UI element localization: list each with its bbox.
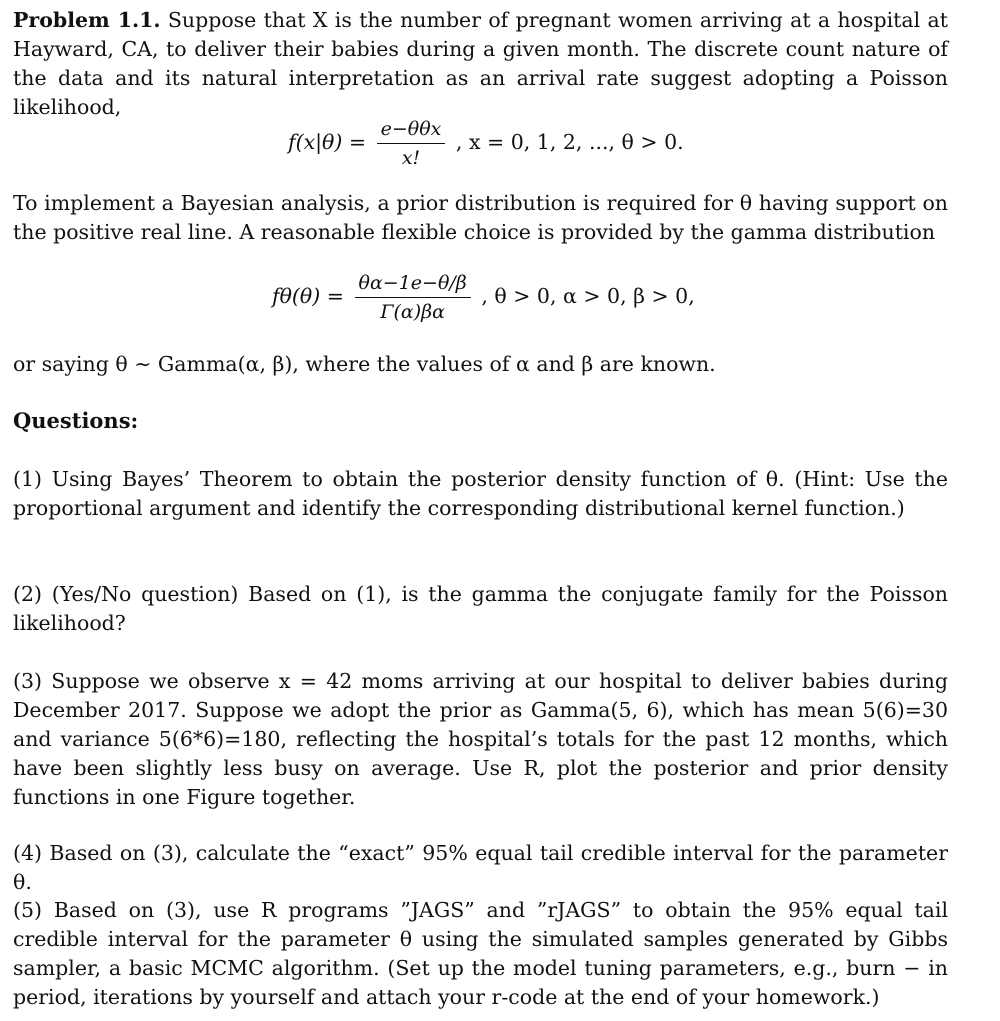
likelihood-support: , x = 0, 1, 2, ..., θ > 0. bbox=[455, 130, 684, 154]
likelihood-numerator: e−θθx bbox=[377, 118, 446, 144]
likelihood-fraction bbox=[377, 118, 446, 169]
question-3: (3) Suppose we observe x = 42 moms arriving at our hospital to deliver babies during December 2017. Suppose we adopt the prior as Gamma(5, 6), which has mean 5(6)=30 and variance 5(6*6)=180, reflecting the hospital’s totals for the past 12 months, which have been slightly less busy on average. Use R, plot the posterior and prior density functions in one Figure together. bbox=[13, 669, 948, 809]
prior-numerator: θα−1e−θ/β bbox=[355, 272, 471, 298]
likelihood-denominator: x! bbox=[401, 147, 421, 169]
problem-intro bbox=[13, 6, 948, 122]
prior-support: , θ > 0, α > 0, β > 0, bbox=[481, 284, 695, 308]
problem-label: Problem 1.1. bbox=[13, 8, 161, 32]
likelihood-lhs: f(x|θ) = bbox=[288, 130, 367, 154]
question-1: (1) Using Bayes’ Theorem to obtain the posterior density function of θ. (Hint: Use the proportional argument and identify the corresponding distributional kernel function.) bbox=[13, 467, 948, 520]
problem-intro-text: Suppose that X is the number of pregnant women arriving at a hospital at Hayward, CA, to deliver their babies during a given month. The discrete count nature of the data and its natural interpretation as an arrival rate suggest adopting a Poisson likelihood, bbox=[13, 8, 948, 119]
prior-fraction bbox=[355, 272, 471, 323]
prior-note: or saying θ ∼ Gamma(α, β), where the values of α and β are known. bbox=[13, 352, 716, 376]
question-5: (5) Based on (3), use R programs ”JAGS” and ”rJAGS” to obtain the 95% equal tail credible interval for the parameter θ using the simulated samples generated by Gibbs sampler, a basic MCMC algorithm. (Set up the model tuning parameters, e.g., burn − in period, iterations by yourself and attach your r-code at the end of your homework.) bbox=[13, 898, 948, 1009]
question-4: (4) Based on (3), calculate the “exact” 95% equal tail credible interval for the parameter θ. bbox=[13, 841, 948, 894]
question-2: (2) (Yes/No question) Based on (1), is the gamma the conjugate family for the Poisson likelihood? bbox=[13, 582, 948, 635]
prior-lhs: fθ(θ) = bbox=[272, 284, 344, 308]
prior-intro: To implement a Bayesian analysis, a prior distribution is required for θ having support on the positive real line. A reasonable flexible choice is provided by the gamma distribution bbox=[13, 191, 948, 244]
prior-denominator: Γ(α)βα bbox=[380, 301, 445, 323]
questions-heading: Questions: bbox=[13, 408, 139, 433]
likelihood-equation bbox=[288, 118, 684, 169]
prior-equation bbox=[272, 272, 695, 323]
